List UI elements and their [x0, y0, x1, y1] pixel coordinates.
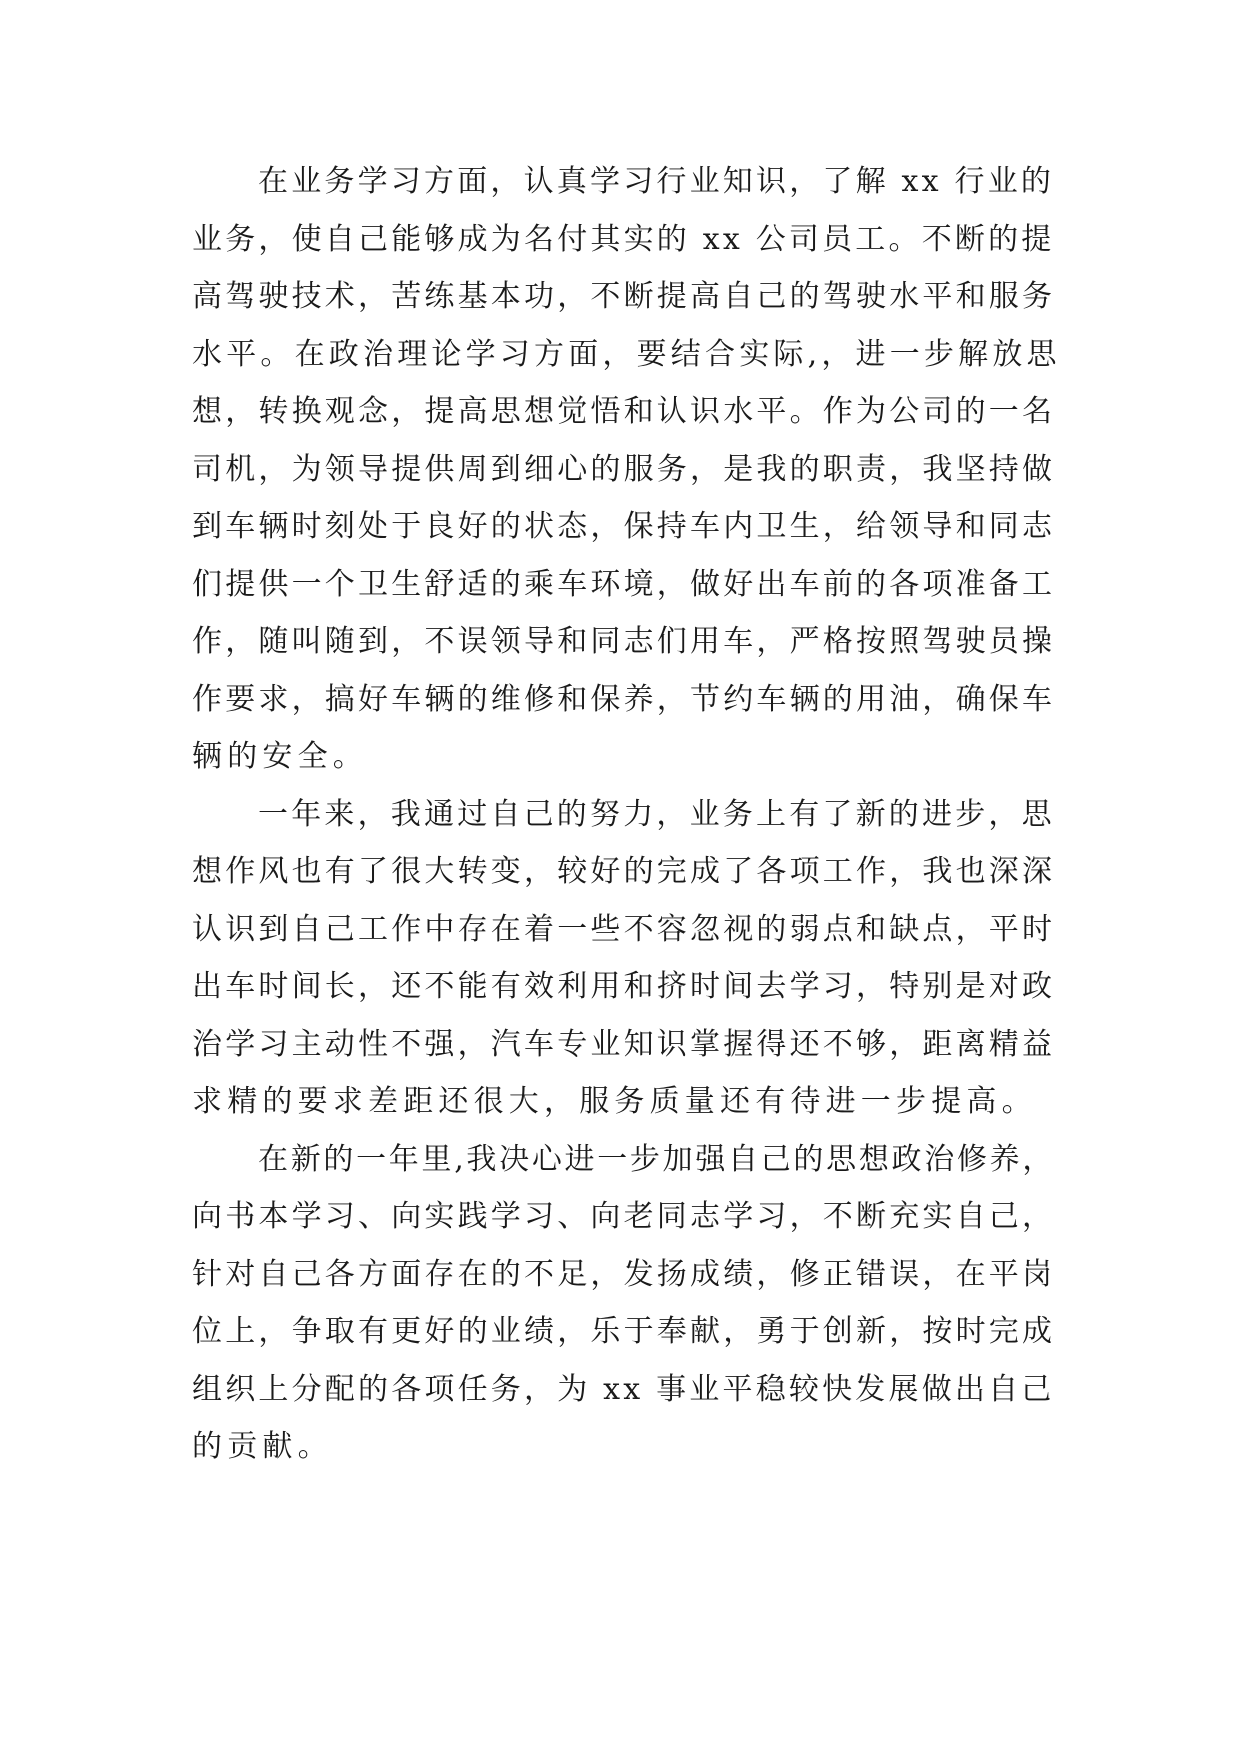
paragraph-3-line-3: 针对自己各方面存在的不足，发扬成绩，修正错误，在平岗 [192, 1256, 1056, 1292]
paragraph-3-line-6: 的贡献。 [192, 1429, 333, 1464]
paragraph-3-line-2: 向书本学习、向实践学习、向老同志学习，不断充实自己， [192, 1199, 1056, 1234]
document-body [192, 153, 1062, 1476]
paragraph-1-line-5: 想，转换观念，提高思想觉悟和认识水平。作为公司的一名 [192, 394, 1056, 429]
paragraph-1-line-3: 高驾驶技术，苦练基本功，不断提高自己的驾驶水平和服务 [192, 279, 1056, 314]
paragraph-2-line-2: 想作风也有了很大转变，较好的完成了各项工作，我也深深 [192, 854, 1056, 889]
paragraph-1-line-7: 到车辆时刻处于良好的状态，保持车内卫生，给领导和同志 [192, 509, 1056, 544]
paragraph-2-line-3: 认识到自己工作中存在着一些不容忽视的弱点和缺点，平时 [192, 911, 1056, 947]
paragraph-3-line-4: 位上，争取有更好的业绩，乐于奉献，勇于创新，按时完成 [192, 1314, 1056, 1349]
paragraph-3-line-1: 在新的一年里,我决心进一步加强自己的思想政治修养， [258, 1141, 1056, 1177]
paragraph-1-line-8: 们提供一个卫生舒适的乘车环境，做好出车前的各项准备工 [192, 566, 1056, 602]
paragraph-1-line-1: 在业务学习方面，认真学习行业知识，了解 xx 行业的 [258, 164, 1055, 199]
paragraph-3-line-5: 组织上分配的各项任务，为 xx 事业平稳较快发展做出自己 [192, 1371, 1055, 1407]
paragraph-1-line-2: 业务，使自己能够成为名付其实的 xx 公司员工。不断的提 [192, 221, 1055, 257]
paragraph-1-line-4: 水平。在政治理论学习方面，要结合实际,，进一步解放思 [192, 336, 1061, 372]
paragraph-2-line-6: 求精的要求差距还很大，服务质量还有待进一步提高。 [192, 1084, 1037, 1119]
paragraph-1-line-11: 辆的安全。 [192, 739, 368, 774]
paragraph-1-line-6: 司机，为领导提供周到细心的服务，是我的职责，我坚持做 [192, 451, 1056, 487]
paragraph-1-line-9: 作，随叫随到，不误领导和同志们用车，严格按照驾驶员操 [192, 624, 1056, 659]
paragraph-1-line-10: 作要求，搞好车辆的维修和保养，节约车辆的用油，确保车 [192, 681, 1056, 717]
paragraph-2-line-1: 一年来，我通过自己的努力，业务上有了新的进步，思 [258, 796, 1055, 832]
paragraph-2-line-4: 出车时间长，还不能有效利用和挤时间去学习，特别是对政 [192, 969, 1056, 1004]
paragraph-2-line-5: 治学习主动性不强，汽车专业知识掌握得还不够，距离精益 [192, 1026, 1056, 1062]
